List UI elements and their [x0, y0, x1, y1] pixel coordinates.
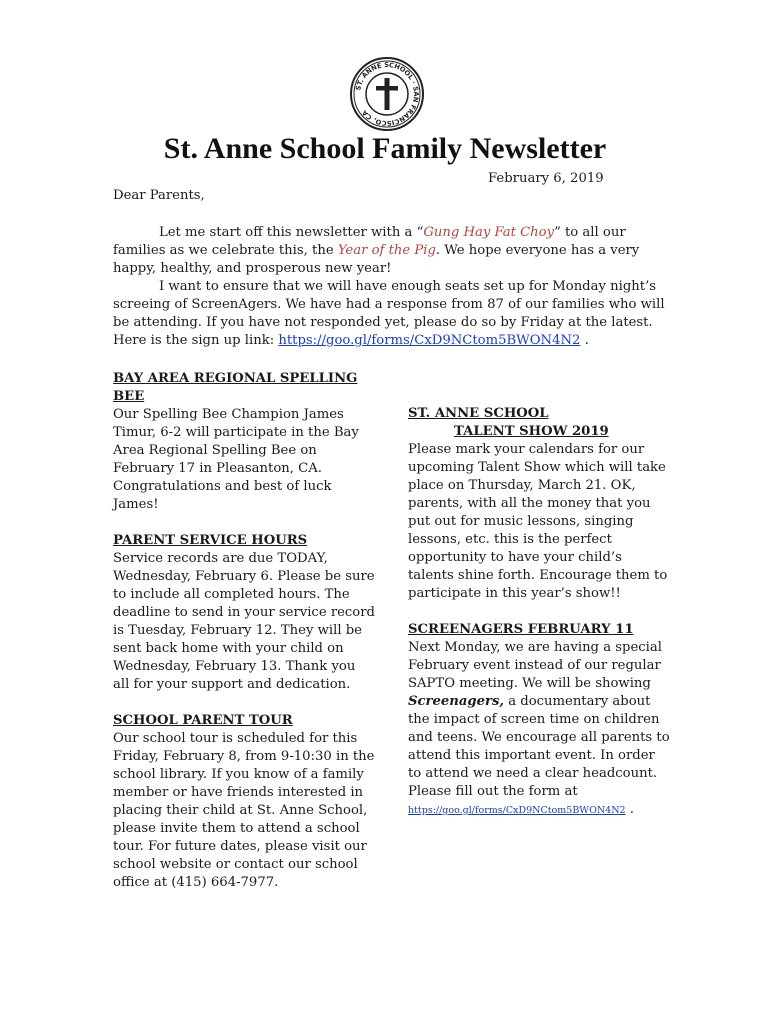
service-hours-heading: PARENT SERVICE HOURS [113, 533, 308, 548]
spelling-bee-section [113, 370, 375, 514]
school-tour-text: Our school tour is scheduled for this Friday, February 8, from 9-10:30 in the school library. If you know of a family member or have friends interested in placing their child at St. Anne School, please invite them to attend a school tour. For future dates, please visit our school website or contact our school office at (415) 664-7977. [113, 731, 375, 890]
talent-show-heading-2: TALENT SHOW 2019 [454, 424, 609, 439]
talent-show-text: Please mark your calendars for our upcoming Talent Show which will take place on Thursday, March 21. OK, parents, with all the money that you put out for music lessons, singing lessons, etc. this is the perfect opportunity to have your child’s talents shine forth. Encourage them to participate in this year’s show!! [408, 442, 668, 601]
newsletter-title: St. Anne School Family Newsletter [163, 132, 607, 165]
screenagers-text: Next Monday, we are having a special February event instead of our regular SAPTO meeting. We will be showing Screenagers, a documentary about the impact of screen time on children and teens. We encourage all parents to attend this important event. In order to attend we need a clear headcount. Please fill out the form at [408, 640, 670, 799]
spelling-bee-heading: BAY AREA REGIONAL SPELLING BEE [113, 371, 358, 404]
right-column [408, 405, 670, 838]
seal-text: ST. ANNE SCHOOL · SAN FRANCISCO, CA [354, 60, 421, 128]
school-seal-logo [349, 56, 425, 132]
screenagers-section [408, 621, 670, 820]
screenagers-heading: SCREENAGERS FEBRUARY 11 [408, 622, 634, 637]
service-hours-text: Service records are due TODAY, Wednesday, February 6. Please be sure to include all completed hours. The deadline to send in your service record is Tuesday, February 12. They will be sent back home with your child on Wednesday, February 13. Thank you all for your support and dedication. [113, 551, 375, 692]
intro-paragraph-1: Let me start off this newsletter with a “Gung Hay Fat Choy” to all our families as we celebrate this, the Year of the Pig. We hope everyone has a very happy, healthy, and prosperous new year! [113, 225, 640, 276]
service-hours-section [113, 532, 375, 694]
greeting: Dear Parents, [113, 188, 205, 203]
screenagers-link-line: https://goo.gl/forms/CxD9NCtom5BWON4N2 . [408, 802, 634, 817]
talent-show-heading-1: ST. ANNE SCHOOL [408, 406, 549, 421]
newsletter-date: February 6, 2019 [488, 171, 604, 186]
left-column [113, 370, 375, 910]
cross-icon [376, 78, 398, 110]
spelling-bee-text: Our Spelling Bee Champion James Timur, 6-2 will participate in the Bay Area Regional Spelling Bee on February 17 in Pleasanton, CA. Congratulations and best of luck James! [113, 407, 359, 512]
school-tour-section [113, 712, 375, 892]
intro-paragraph-2: I want to ensure that we will have enough seats set up for Monday night’s screeing of ScreenAgers. We have had a response from 87 of our families who will be attending. If you have not responded yet, please do so by Friday at the latest. Here is the sign up link: https://goo.gl/forms/CxD9NCtom5BWON4N2 . [113, 279, 665, 348]
school-tour-heading: SCHOOL PARENT TOUR [113, 713, 293, 728]
talent-show-section [408, 405, 670, 603]
screenagers-form-link[interactable]: https://goo.gl/forms/CxD9NCtom5BWON4N2 [408, 805, 626, 816]
signup-link[interactable]: https://goo.gl/forms/CxD9NCtom5BWON4N2 [278, 333, 581, 348]
intro-section [113, 224, 673, 350]
